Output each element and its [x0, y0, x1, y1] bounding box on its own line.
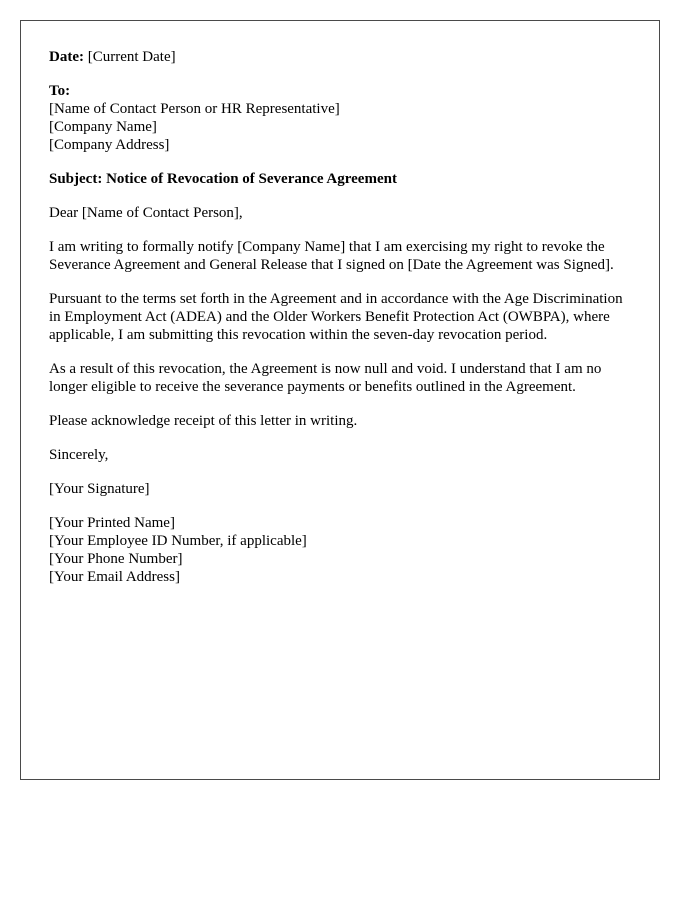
signature: [Your Signature]	[49, 481, 150, 497]
recipient-block	[49, 82, 631, 154]
body-paragraph-2: Pursuant to the terms set forth in the Agreement and in accordance with the Age Discrimination in Employment Act (ADEA) and the Older Workers Benefit Protection Act (OWBPA), where applicable, I am submitting this revocation within the seven-day revocation period.	[49, 291, 623, 343]
date-value: [Current Date]	[87, 49, 176, 65]
sender-employee-id: [Your Employee ID Number, if applicable]	[49, 533, 307, 549]
recipient-address: [Company Address]	[49, 137, 170, 153]
to-label: To:	[49, 83, 71, 99]
date-label: Date:	[49, 49, 84, 65]
sender-block	[49, 514, 631, 586]
recipient-company: [Company Name]	[49, 119, 157, 135]
body-paragraph-1: I am writing to formally notify [Company Name] that I am exercising my right to revoke the Severance Agreement and General Release that I signed on [Date the Agreement was Signed].	[49, 239, 614, 273]
body-paragraph-3: As a result of this revocation, the Agreement is now null and void. I understand that I am no longer eligible to receive the severance payments or benefits outlined in the Agreement.	[49, 361, 602, 395]
recipient-contact: [Name of Contact Person or HR Representative]	[49, 101, 340, 117]
letter-page	[20, 20, 660, 780]
sender-phone: [Your Phone Number]	[49, 551, 183, 567]
closing: Sincerely,	[49, 447, 109, 463]
subject-line: Subject: Notice of Revocation of Severance Agreement	[49, 171, 397, 187]
salutation: Dear [Name of Contact Person],	[49, 205, 243, 221]
sender-printed-name: [Your Printed Name]	[49, 515, 175, 531]
sender-email: [Your Email Address]	[49, 569, 180, 585]
date-line	[49, 48, 631, 66]
body-paragraph-4: Please acknowledge receipt of this letter in writing.	[49, 413, 358, 429]
